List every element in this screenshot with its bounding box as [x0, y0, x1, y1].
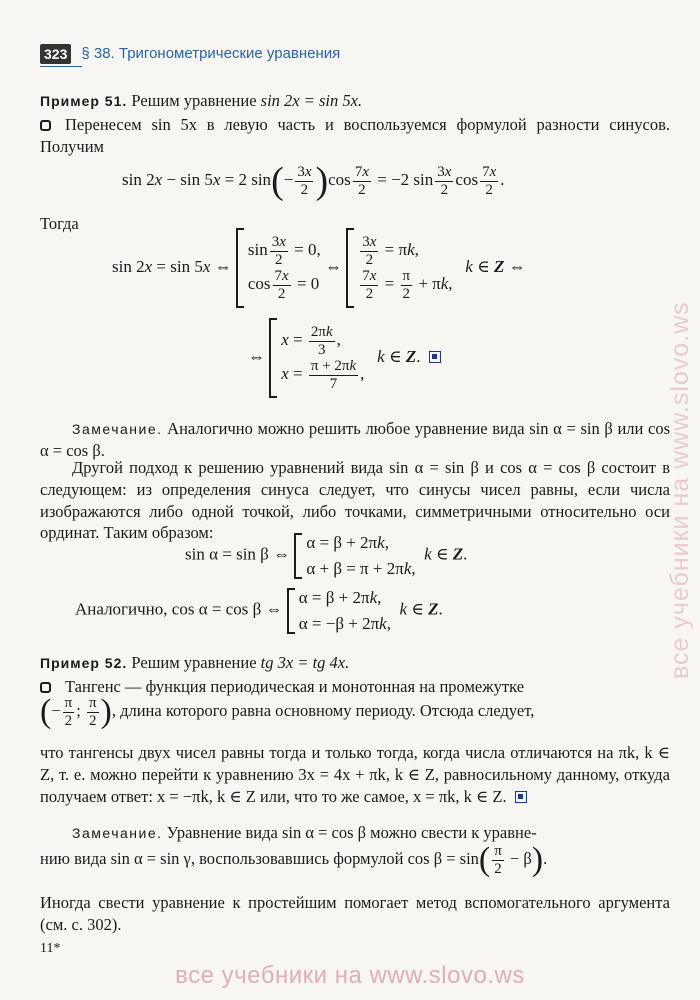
remark-1-text: Аналогично можно решить любое уравнение вида sin α = sin β или cos α = cos β.: [40, 419, 670, 460]
similarly-label: Аналогично,: [75, 599, 168, 619]
formula-sine-difference: sin 2x − sin 5x = 2 sin(− $\frac{3x}{2}$ )cos $\frac{7x}{2}$ = −2 sin $\frac{3x}{2}$ cos $\frac{7x}{2}$ .: [122, 160, 505, 202]
formula-equivalence-1: sin 2x = sin 5x ⇔ sin $\frac{3x}{2}$ = 0, cos $\frac{7x}{2}$ = 0 ⇔ $\frac{3x}{2}$ = πk, $\frac{7x}{2}$ = $\frac{\pi}{2}$ + πk, k ∈ Z ⇔: [112, 228, 526, 308]
solution-end-icon-2: [515, 791, 527, 803]
sheet-signature: 11*: [40, 941, 61, 956]
formula-cosine-equality: Аналогично, cos α = cos β ⇔ α = β + 2πk, α = −β + 2πk, k ∈ Z.: [75, 588, 443, 633]
example-52-line2: (− $\frac{\pi}{2}$ ; $\frac{\pi}{2}$ ), длина которого равна основному периоду. Отсюда следует,: [40, 693, 535, 730]
example-52-task: Решим уравнение: [131, 653, 257, 672]
solution-end-icon: [429, 351, 441, 363]
remark-2-line1: Замечание. Уравнение вида sin α = cos β можно свести к уравне-: [72, 823, 537, 842]
side-watermark: все учебники на www.slovo.ws: [666, 301, 694, 679]
approach-paragraph: Другой подход к решению уравнений вида sin α = sin β и cos α = cos β состоит в следующем: из определения синуса следует, что синусы чисел равны, если числа изображаются либо одной точкой, либо точками, симметричными относительно оси ординат. Таким образом:: [40, 458, 670, 543]
solution-start-icon-2: [40, 682, 51, 693]
example-51-heading: [40, 90, 670, 112]
example-52-line1: Тангенс — функция периодическая и монотонная на промежутке: [40, 676, 670, 698]
header-underline: [40, 66, 82, 67]
formula-sine-equality: sin α = sin β ⇔ α = β + 2πk, α + β = π + 2πk, k ∈ Z.: [185, 533, 468, 578]
example-52-heading: [40, 652, 670, 674]
final-paragraph: Иногда свести уравнение к простейшим помогает метод вспомогательного аргумента (см. с. 302).: [40, 893, 670, 934]
section-title: § 38. Тригонометрические уравнения: [81, 45, 341, 63]
example-51-task: Решим уравнение: [131, 91, 257, 110]
remark-2-label: Замечание.: [72, 825, 163, 841]
example-52-text: что тангенсы двух чисел равны тогда и только тогда, когда числа отличаются на πk, k ∈ Z, т. е. можно перейти к уравнению 3x = 4x + πk, k ∈ Z, равносильному данному, откуда получаем ответ: x = −πk, k ∈ Z или, что то же самое, x = πk, k ∈ Z.: [40, 743, 670, 806]
then-label: Тогда: [40, 214, 79, 233]
example-51-text: Перенесем sin 5x в левую часть и воспользуемся формулой разности синусов. Получим: [40, 115, 670, 156]
example-51-label: Пример 51.: [40, 93, 128, 109]
remark-1-label: Замечание.: [72, 421, 163, 437]
bottom-watermark: все учебники на www.slovo.ws: [175, 962, 525, 989]
example-52-label: Пример 52.: [40, 655, 128, 671]
remark-2-line2: нию вида sin α = sin γ, воспользовавшись формулой cos β = sin( $\frac{\pi}{2}$ − β).: [40, 841, 548, 878]
example-52-equation: tg 3x = tg 4x.: [260, 653, 350, 672]
page-number: 323: [40, 44, 71, 64]
example-52-paragraph: [40, 742, 670, 807]
remark-1: [40, 418, 670, 462]
formula-equivalence-2: ⇔ x = $\frac{2\pi k}{3}$ , x = $\frac{\pi + 2\pi k}{7}$ , k ∈ Z.: [248, 318, 441, 398]
example-51-equation: sin 2x = sin 5x.: [260, 91, 363, 110]
solution-start-icon: [40, 120, 51, 131]
page-header: [40, 44, 340, 64]
example-51-paragraph: [40, 114, 670, 158]
